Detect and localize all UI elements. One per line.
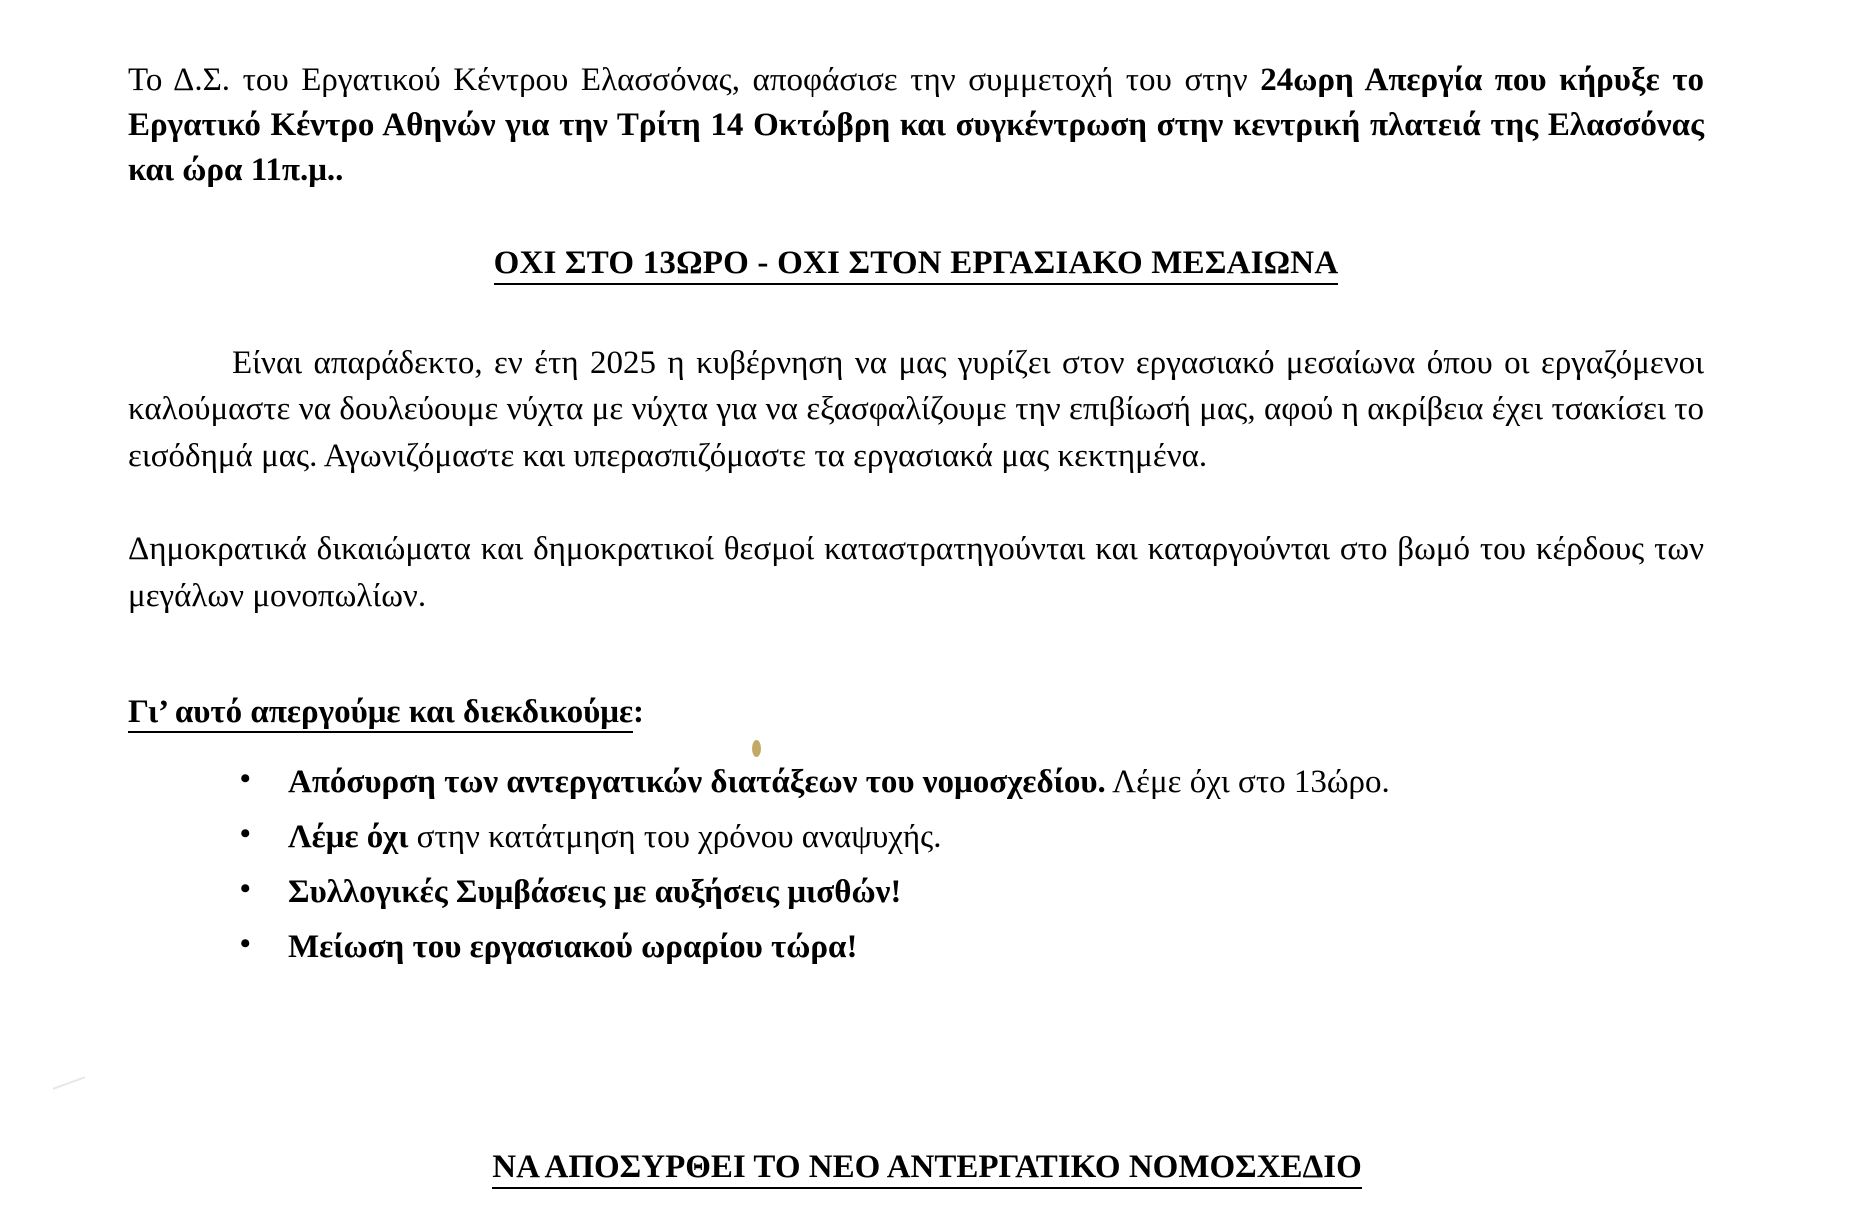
intro-paragraph bbox=[128, 58, 1704, 193]
demand-bold-text: Λέμε όχι bbox=[288, 818, 409, 855]
demand-bold-text: Συλλογικές Συμβάσεις με αυξήσεις μισθών! bbox=[288, 873, 902, 910]
demands-intro-colon: : bbox=[633, 693, 645, 730]
body-paragraph-1: Είναι απαράδεκτο, εν έτη 2025 η κυβέρνηση να μας γυρίζει στον εργασιακό μεσαίωνα όπου οι εργαζόμενοι καλούμαστε να δουλεύουμε νύχτα με νύχτα για να εξασφαλίζουμε την επιβίωσή μας, αφού η ακρίβεια έχει τσακίσει το εισόδημά μας. Αγωνιζόμαστε και υπερασπιζόμαστε τα εργασιακά μας κεκτημένα. bbox=[128, 344, 1704, 475]
list-item bbox=[288, 926, 1704, 969]
list-item bbox=[288, 761, 1704, 804]
body-paragraph-2: Δημοκρατικά δικαιώματα και δημοκρατικοί θεσμοί καταστρατηγούνται και καταργούνται στο βωμό του κέρδους των μεγάλων μονοπωλίων. bbox=[128, 531, 1704, 615]
headline-text: ΟΧΙ ΣΤΟ 13ΩΡΟ - ΟΧΙ ΣΤΟΝ ΕΡΓΑΣΙΑΚΟ ΜΕΣΑΙΩΝΑ bbox=[494, 245, 1339, 285]
demand-regular-text: Λέμε όχι στο 13ώρο. bbox=[1105, 763, 1390, 800]
footer-slogan-text: ΝΑ ΑΠΟΣΥΡΘΕΙ ΤΟ ΝΕΟ ΑΝΤΕΡΓΑΤΙΚΟ ΝΟΜΟΣΧΕΔΙΟ bbox=[492, 1149, 1362, 1189]
demands-list bbox=[128, 761, 1704, 969]
demands-intro-underlined: Γι’ αυτό απεργούμε και διεκδικούμε bbox=[128, 694, 633, 733]
demand-bold-text: Μείωση του εργασιακού ωραρίου τώρα! bbox=[288, 928, 858, 965]
footer-slogan bbox=[0, 1149, 1854, 1186]
intro-plain-text: Το Δ.Σ. του Εργατικού Κέντρου Ελασσόνας, αποφάσισε την συμμετοχή του στην bbox=[128, 62, 1261, 98]
demands-intro bbox=[128, 694, 1704, 731]
intro-bold-text: 24ωρη Απεργία που κήρυξε το Εργατικό Κέντρο Αθηνών για την Τρίτη 14 Οκτώβρη και συγκέντρωση στην κεντρική πλατειά της Ελασσόνας και ώρα 11π.μ.. bbox=[128, 62, 1704, 188]
demand-bold-text: Απόσυρση των αντεργατικών διατάξεων του νομοσχεδίου. bbox=[288, 763, 1106, 800]
list-item bbox=[288, 871, 1704, 914]
page-blemish bbox=[53, 1076, 86, 1090]
list-item bbox=[288, 816, 1704, 859]
demand-regular-text: στην κατάτμηση του χρόνου αναψυχής. bbox=[408, 818, 942, 855]
ink-speck bbox=[752, 740, 761, 757]
headline bbox=[128, 245, 1704, 282]
